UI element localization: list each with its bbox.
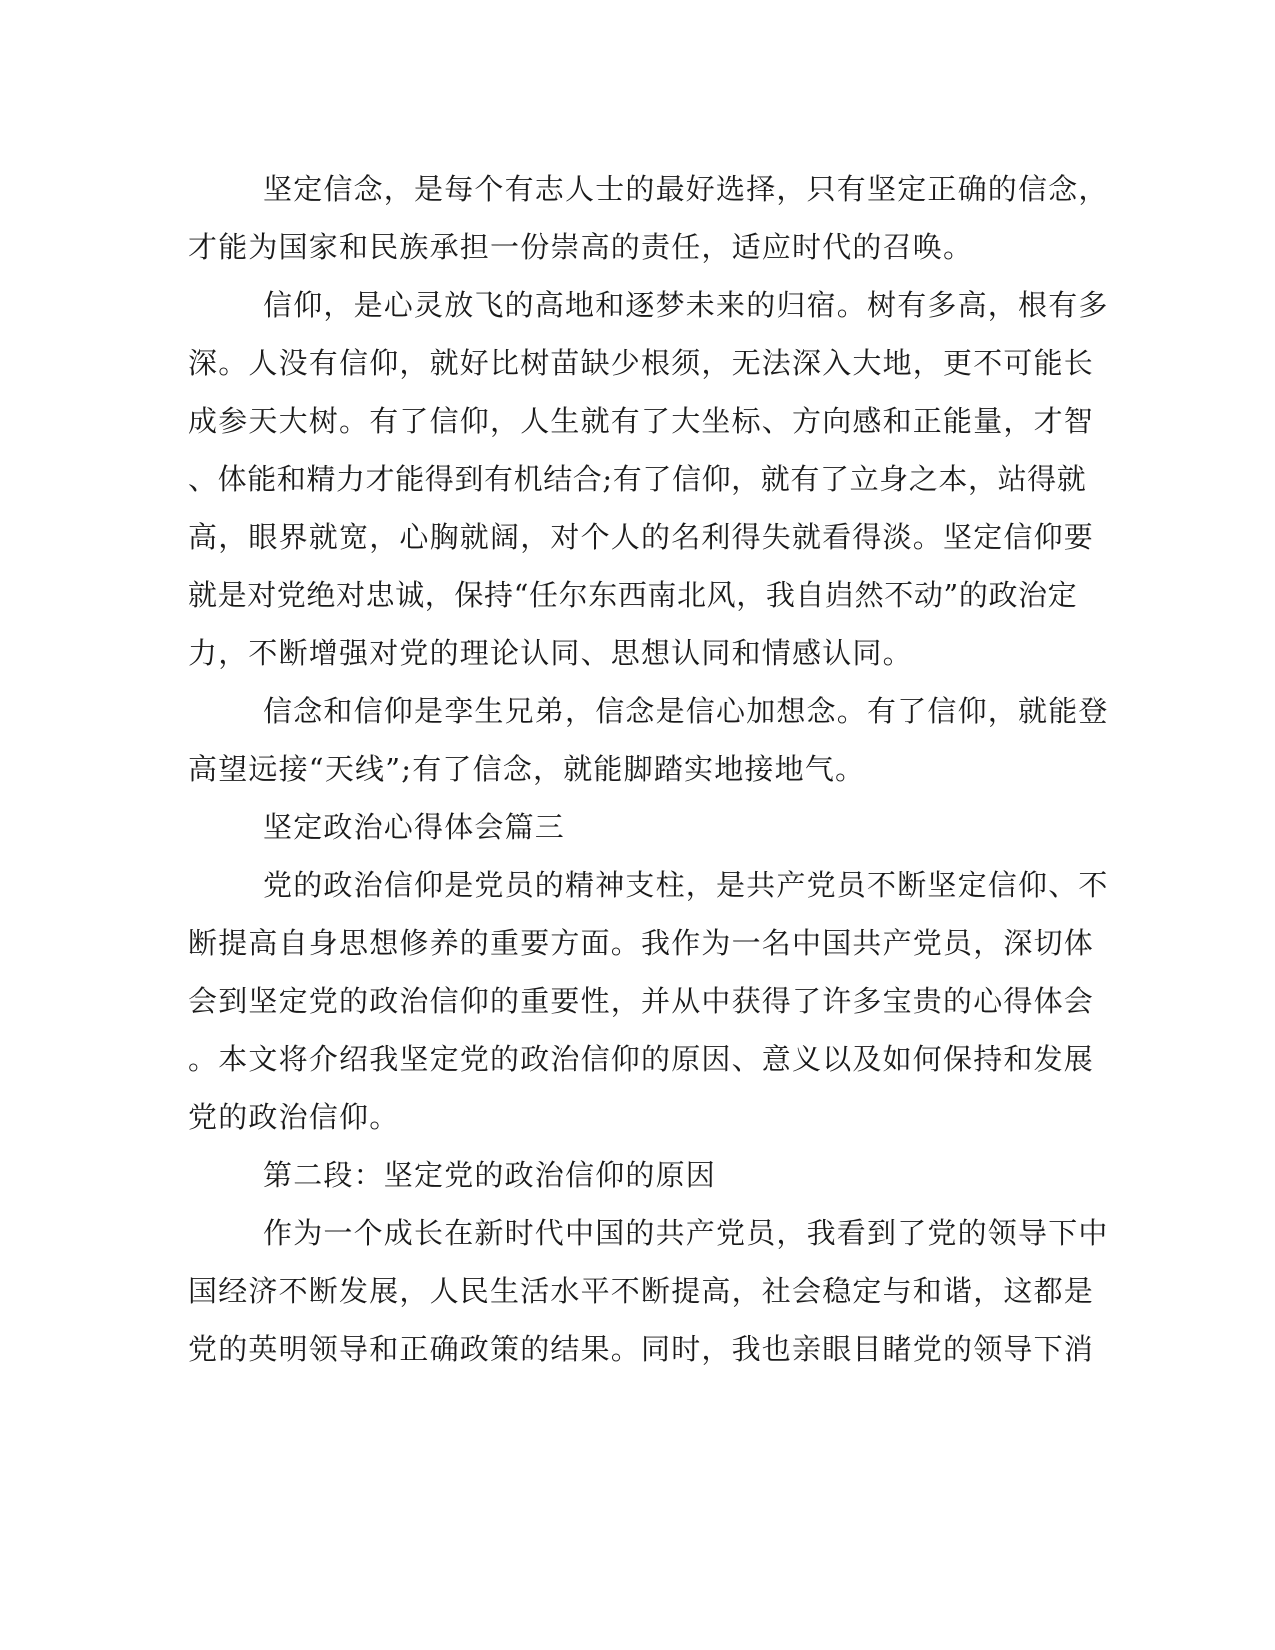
paragraph-line: 高望远接“天线”;有了信念，就能脚踏实地接地气。 <box>188 752 866 786</box>
paragraph-line: 坚定信念，是每个有志人士的最好选择，只有坚定正确的信念， <box>263 172 1109 206</box>
paragraph-line: 国经济不断发展，人民生活水平不断提高，社会稳定与和谐，这都是 <box>188 1274 1095 1308</box>
paragraph-line: 会到坚定党的政治信仰的重要性，并从中获得了许多宝贵的心得体会 <box>188 984 1095 1018</box>
document-body <box>188 160 1109 1378</box>
paragraph-line: 才能为国家和民族承担一份崇高的责任，适应时代的召唤。 <box>188 230 974 264</box>
section-heading: 坚定政治心得体会篇三 <box>263 810 566 844</box>
paragraph-line: 党的政治信仰。 <box>188 1100 400 1134</box>
paragraph-line: 成参天大树。有了信仰，人生就有了大坐标、方向感和正能量，才智 <box>188 404 1095 438</box>
paragraph-line: 信仰，是心灵放飞的高地和逐梦未来的归宿。树有多高，根有多 <box>263 288 1109 322</box>
paragraph-line: 、体能和精力才能得到有机结合;有了信仰，就有了立身之本，站得就 <box>188 462 1087 496</box>
paragraph-line: 高，眼界就宽，心胸就阔，对个人的名利得失就看得淡。坚定信仰要 <box>188 520 1095 554</box>
section-heading: 第二段：坚定党的政治信仰的原因 <box>263 1158 717 1192</box>
paragraph-line: 党的英明领导和正确政策的结果。同时，我也亲眼目睹党的领导下消 <box>188 1332 1095 1366</box>
paragraph-line: 断提高自身思想修养的重要方面。我作为一名中国共产党员，深切体 <box>188 926 1095 960</box>
paragraph-line: 党的政治信仰是党员的精神支柱，是共产党员不断坚定信仰、不 <box>263 868 1109 902</box>
paragraph-line: 作为一个成长在新时代中国的共产党员，我看到了党的领导下中 <box>263 1216 1109 1250</box>
paragraph-line: 力，不断增强对党的理论认同、思想认同和情感认同。 <box>188 636 913 670</box>
paragraph-line: 信念和信仰是孪生兄弟，信念是信心加想念。有了信仰，就能登 <box>263 694 1109 728</box>
paragraph-line: 深。人没有信仰，就好比树苗缺少根须，无法深入大地，更不可能长 <box>188 346 1095 380</box>
paragraph-line: 就是对党绝对忠诚，保持“任尔东西南北风，我自岿然不动”的政治定 <box>188 578 1078 612</box>
paragraph-line: 。本文将介绍我坚定党的政治信仰的原因、意义以及如何保持和发展 <box>188 1042 1095 1076</box>
